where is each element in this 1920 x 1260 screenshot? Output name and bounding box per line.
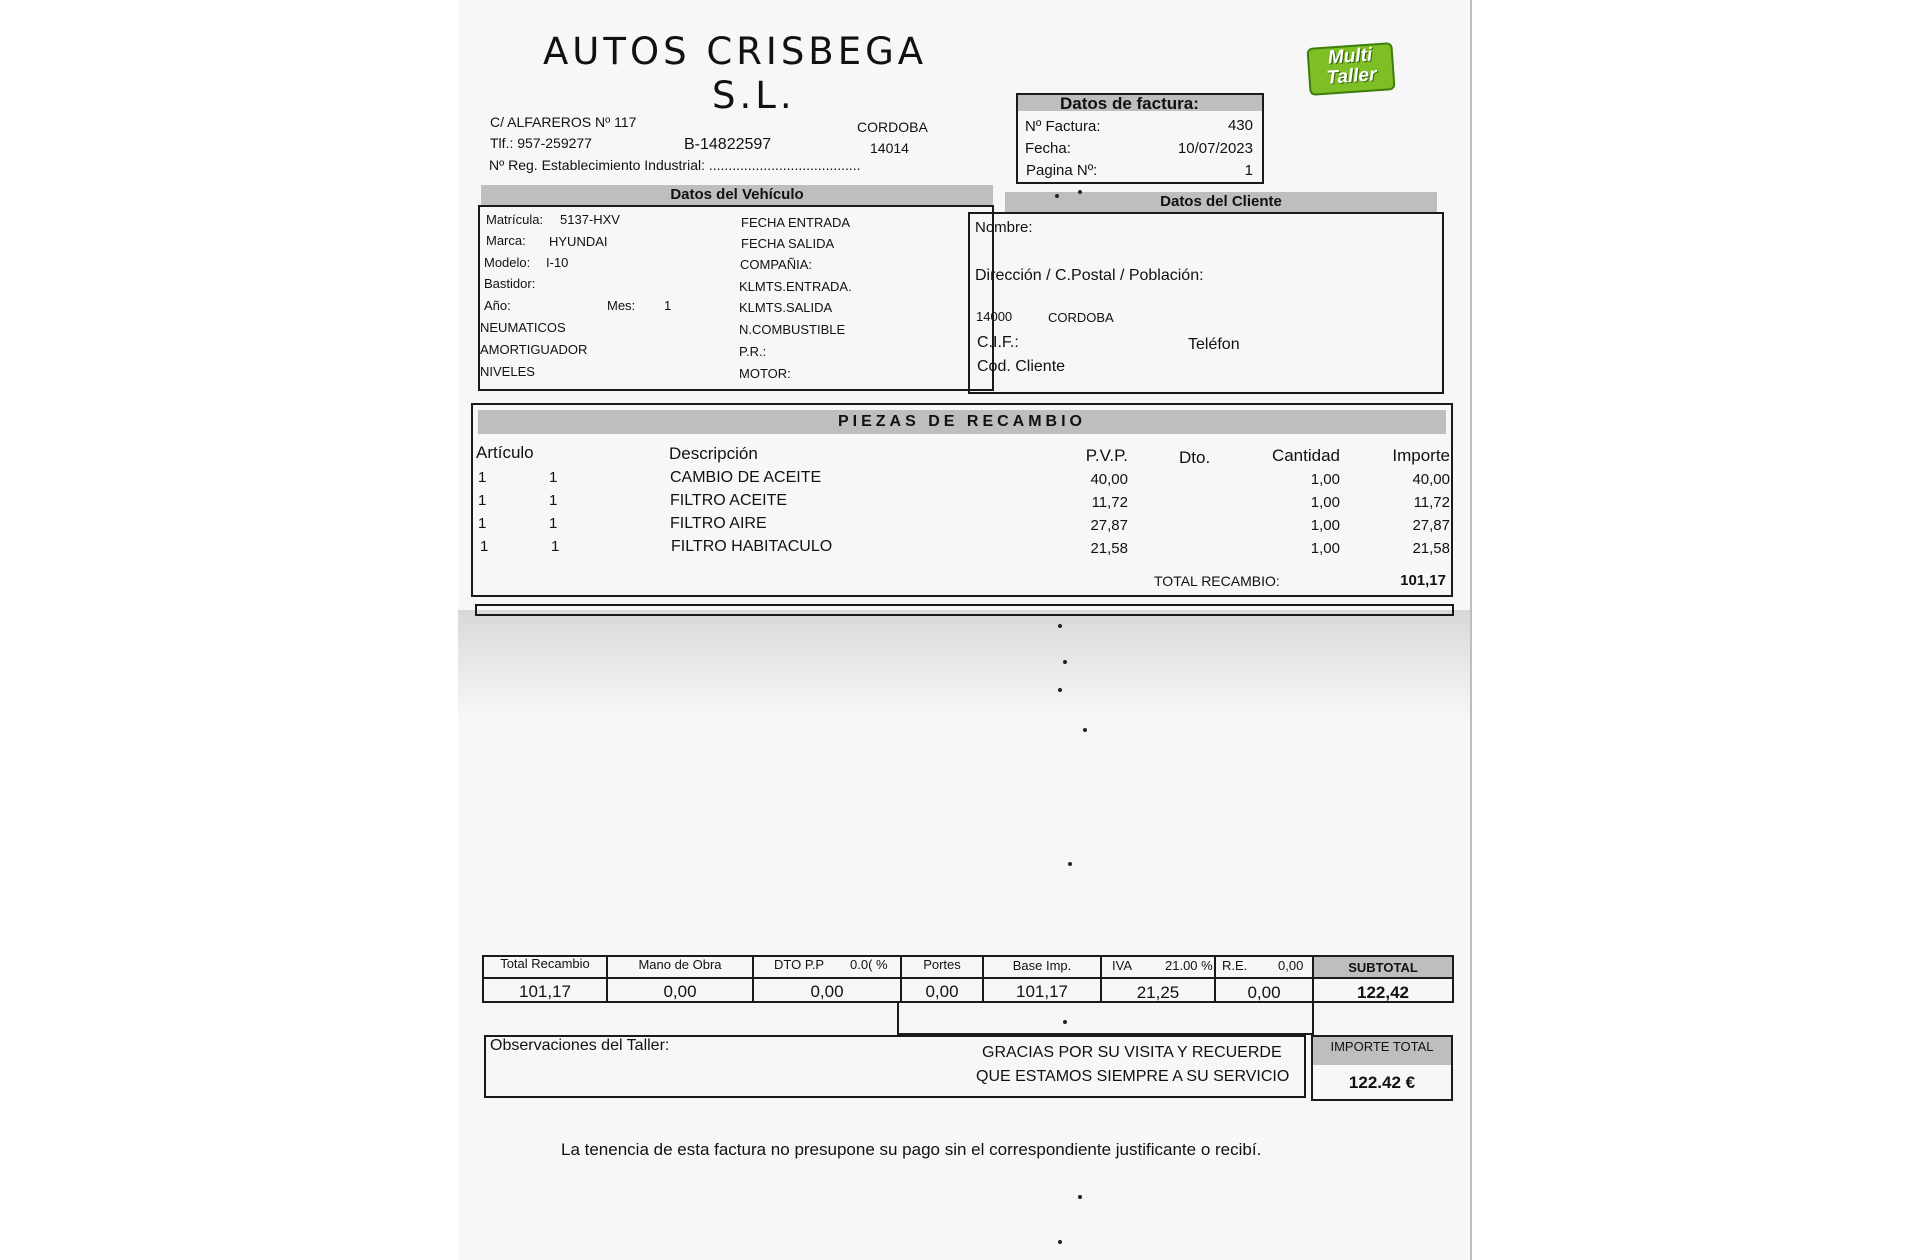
scan-speck xyxy=(1078,190,1082,194)
v-iva: 21,25 xyxy=(1136,983,1180,1002)
col-article: Artículo xyxy=(476,443,534,462)
km-out-label: KLMTS.SALIDA xyxy=(739,300,833,315)
paper-fold-shadow xyxy=(458,610,1472,720)
month-value: 1 xyxy=(664,298,672,313)
chassis-label: Bastidor: xyxy=(484,276,536,291)
row-pvp: 21,58 xyxy=(1090,540,1128,557)
row-pvp: 27,87 xyxy=(1090,517,1128,534)
row-pvp: 40,00 xyxy=(1090,471,1128,488)
v-subtotal: 122,42 xyxy=(1357,983,1409,1002)
row-amount: 11,72 xyxy=(1413,494,1450,511)
col-description: Descripción xyxy=(669,444,758,463)
h-iva: IVA xyxy=(1112,958,1132,973)
scan-speck xyxy=(1083,728,1087,732)
invoice-info-title: Datos de factura: xyxy=(1060,94,1199,113)
h-iva-pct: 21.00 % xyxy=(1165,958,1213,973)
row-pvp: 11,72 xyxy=(1091,494,1128,511)
h-re-value: 0,00 xyxy=(1278,958,1304,973)
observations-line-2: QUE ESTAMOS SIEMPRE A SU SERVICIO xyxy=(976,1068,1290,1085)
client-code-label: Cod. Cliente xyxy=(977,358,1066,375)
invoice-page-label: Pagina Nº: xyxy=(1026,162,1098,179)
scan-speck xyxy=(1078,1195,1082,1199)
levels-label: NIVELES xyxy=(480,364,535,379)
row-article-2: 1 xyxy=(549,515,558,532)
month-label: Mes: xyxy=(607,298,636,313)
row-article-2: 1 xyxy=(549,492,558,509)
tires-label: NEUMATICOS xyxy=(480,320,566,335)
entry-date-label: FECHA ENTRADA xyxy=(741,215,851,230)
make-value: HYUNDAI xyxy=(549,234,608,249)
company-postal-code: 14014 xyxy=(870,140,909,156)
row-article-2: 1 xyxy=(551,538,560,555)
company-registration: Nº Reg. Establecimiento Industrial: ....................................... xyxy=(489,157,861,173)
v-base: 101,17 xyxy=(1016,982,1068,1001)
row-quantity: 1,00 xyxy=(1310,517,1340,534)
company-cif: B-14822597 xyxy=(684,136,772,153)
v-labor: 0,00 xyxy=(663,982,697,1001)
row-description: CAMBIO DE ACEITE xyxy=(670,469,822,486)
logo-line-2: Taller xyxy=(1325,64,1378,89)
company-suffix: S.L. xyxy=(712,74,796,117)
scan-speck xyxy=(1055,194,1059,198)
model-label: Modelo: xyxy=(484,255,531,270)
row-description: FILTRO ACEITE xyxy=(670,492,788,509)
company-name: AUTOS CRISBEGA xyxy=(543,30,928,73)
col-amount: Importe xyxy=(1392,446,1450,465)
company-insurer-label: COMPAÑIA: xyxy=(740,257,812,272)
client-name-label: Nombre: xyxy=(975,219,1033,236)
grand-total-label: IMPORTE TOTAL xyxy=(1330,1039,1434,1054)
h-dto: DTO P.P xyxy=(774,957,825,972)
v-shipping: 0,00 xyxy=(925,982,959,1001)
year-label: Año: xyxy=(484,298,511,313)
scan-speck xyxy=(1058,1240,1062,1244)
invoice-date-label: Fecha: xyxy=(1025,140,1071,157)
row-quantity: 1,00 xyxy=(1310,471,1340,488)
invoice-date: 10/07/2023 xyxy=(1177,140,1253,157)
h-labor: Mano de Obra xyxy=(638,957,722,972)
client-address-label: Dirección / C.Postal / Población: xyxy=(975,267,1204,284)
invoice-number: 430 xyxy=(1227,117,1253,134)
row-description: FILTRO AIRE xyxy=(670,515,767,532)
parts-header: PIEZAS DE RECAMBIO xyxy=(837,413,1086,430)
row-amount: 21,58 xyxy=(1412,540,1450,557)
model-value: I-10 xyxy=(546,255,569,270)
v-dto: 0,00 xyxy=(810,982,844,1001)
row-article-1: 1 xyxy=(480,538,489,555)
footer-note: La tenencia de esta factura no presupone su pago sin el correspondiente justificante o recibí. xyxy=(561,1140,1262,1159)
paper-edge xyxy=(1470,0,1472,1260)
plate-value: 5137-HXV xyxy=(560,212,620,227)
col-pvp: P.V.P. xyxy=(1085,446,1128,465)
row-quantity: 1,00 xyxy=(1310,540,1340,557)
logo-line-1: Multi xyxy=(1327,44,1373,69)
h-dto-pct: 0.0( % xyxy=(850,957,888,972)
client-postal-code: 14000 xyxy=(976,309,1013,324)
row-quantity: 1,00 xyxy=(1310,494,1340,511)
exit-date-label: FECHA SALIDA xyxy=(741,236,835,251)
company-address: C/ ALFAREROS Nº 117 xyxy=(490,114,637,130)
totals-divider xyxy=(482,977,1454,979)
scan-speck xyxy=(1068,862,1072,866)
totals-extra-left xyxy=(897,1003,899,1035)
observations-line-1: GRACIAS POR SU VISITA Y RECUERDE xyxy=(982,1044,1282,1061)
col-quantity: Cantidad xyxy=(1271,446,1340,465)
client-city: CORDOBA xyxy=(1048,310,1114,325)
multitaller-logo xyxy=(1306,42,1395,96)
observations-label: Observaciones del Taller: xyxy=(490,1037,670,1054)
shock-label: AMORTIGUADOR xyxy=(480,342,588,357)
vehicle-header: Datos del Vehículo xyxy=(670,186,804,203)
row-amount: 40,00 xyxy=(1412,471,1450,488)
row-amount: 27,87 xyxy=(1412,517,1450,534)
h-subtotal: SUBTOTAL xyxy=(1348,960,1418,975)
client-cif-label: C.I.F.: xyxy=(977,334,1019,351)
scan-speck xyxy=(1063,660,1067,664)
v-re: 0,00 xyxy=(1247,983,1281,1002)
col-discount: Dto. xyxy=(1179,448,1211,467)
km-in-label: KLMTS.ENTRADA. xyxy=(739,279,852,294)
scan-speck xyxy=(1063,1020,1067,1024)
company-city: CORDOBA xyxy=(857,119,928,135)
separator-box xyxy=(475,604,1454,616)
row-article-1: 1 xyxy=(478,492,487,509)
make-label: Marca: xyxy=(486,233,526,248)
fuel-label: N.COMBUSTIBLE xyxy=(739,322,846,337)
row-article-1: 1 xyxy=(478,515,487,532)
plate-label: Matrícula: xyxy=(486,212,544,227)
pr-label: P.R.: xyxy=(739,344,767,359)
h-shipping: Portes xyxy=(923,957,961,972)
client-header: Datos del Cliente xyxy=(1160,193,1282,210)
scan-speck xyxy=(1058,624,1062,628)
company-phone: Tlf.: 957-259277 xyxy=(490,135,592,151)
v-total-parts: 101,17 xyxy=(519,982,571,1001)
invoice-page: 1 xyxy=(1244,162,1253,179)
client-phone-label: Teléfon xyxy=(1188,336,1240,353)
total-parts-value: 101,17 xyxy=(1400,572,1446,589)
row-article-1: 1 xyxy=(478,469,487,486)
scan-speck xyxy=(1058,688,1062,692)
h-re: R.E. xyxy=(1222,958,1248,973)
row-article-2: 1 xyxy=(549,469,558,486)
invoice-number-label: Nº Factura: xyxy=(1025,118,1101,135)
total-parts-label: TOTAL RECAMBIO: xyxy=(1154,573,1280,589)
h-base: Base Imp. xyxy=(1012,958,1072,973)
vehicle-box xyxy=(478,205,994,391)
h-total-parts: Total Recambio xyxy=(500,956,590,971)
motor-label: MOTOR: xyxy=(739,366,791,381)
grand-total-value: 122.42 € xyxy=(1348,1073,1416,1092)
row-description: FILTRO HABITACULO xyxy=(671,538,833,555)
